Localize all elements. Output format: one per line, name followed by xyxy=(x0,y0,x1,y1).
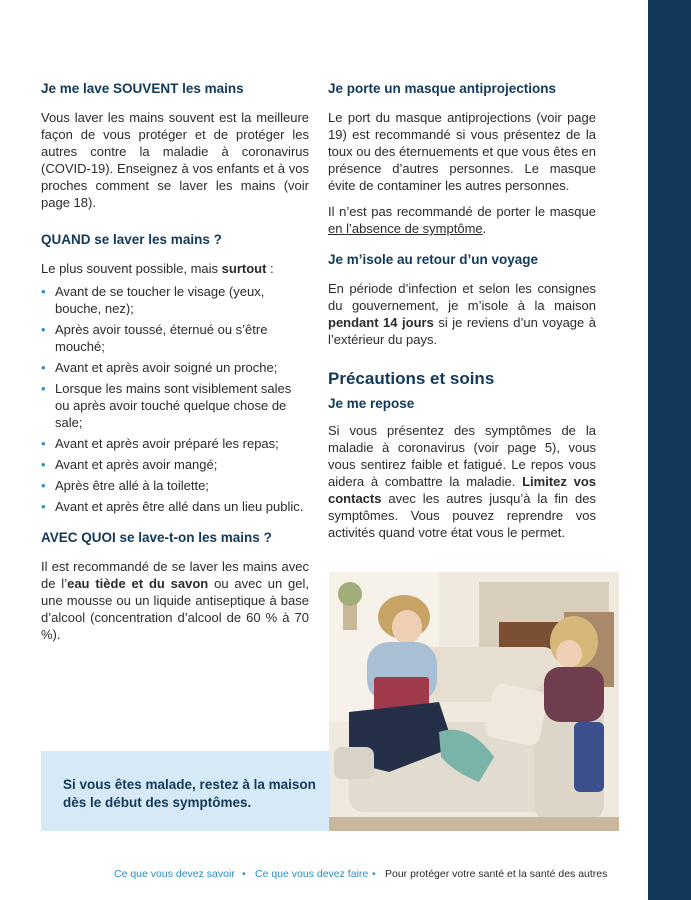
paragraph-mask: Le port du masque antiprojections (voir page 19) est recommandé si vous présentez de la toux ou des éternuements et que vous êtes en présence d’autres personnes. Le masque évite de contaminer les autres personnes. xyxy=(328,110,596,193)
footer-current-section[interactable]: Pour protéger votre santé et la santé des autres xyxy=(385,868,608,880)
underlined-no-symptom: en l’absence de symptôme xyxy=(328,221,483,236)
callout-text: Si vous êtes malade, restez à la maison dès le début des symptômes. xyxy=(63,777,316,810)
left-column xyxy=(41,80,309,652)
emphasis-surtout: surtout xyxy=(221,261,267,276)
paragraph-isolate-travel: En période d’infection et selon les consignes du gouvernement, je m’isole à la maison pendant 14 jours si je reviens d’un voyage à l’extérieur du pays. xyxy=(328,281,596,347)
list-item: • Après être allé à la toilette; xyxy=(41,477,309,494)
paragraph-wash-often: Vous laver les mains souvent est la meilleure façon de vous protéger et de protéger les autres contre la maladie à coronavirus (COVID-19). Enseignez à vos enfants et à vos proches comment se laver les mains (voir page 18). xyxy=(41,110,309,210)
list-item: • Avant et après avoir préparé les repas; xyxy=(41,435,309,452)
photo-mother-child-couch xyxy=(329,572,619,831)
list-item: • Lorsque les mains sont visiblement sales ou après avoir touché quelque chose de sale; xyxy=(41,380,309,431)
paragraph-with-what: Il est recommandé de se laver les mains avec de l’eau tiède et du savon ou avec un gel, une mousse ou un liquide antiseptique à base d’alcool (concentration d’alcool de 60 % à 70 %). xyxy=(41,559,309,642)
heading-isolate-travel: Je m’isole au retour d’un voyage xyxy=(328,252,539,267)
paragraph-mask-no-symptom: Il n’est pas recommandé de porter le masque en l’absence de symptôme. xyxy=(328,204,596,236)
list-item: • Avant de se toucher le visage (yeux, bouche, nez); xyxy=(41,283,309,317)
when-wash-list xyxy=(41,283,309,515)
heading-when-wash: QUAND se laver les mains ? xyxy=(41,232,222,247)
list-item: • Avant et après avoir soigné un proche; xyxy=(41,359,309,376)
list-item: • Avant et après être allé dans un lieu public. xyxy=(41,498,309,515)
page-footer xyxy=(0,866,691,882)
page-side-band xyxy=(648,0,691,900)
heading-rest: Je me repose xyxy=(328,396,415,411)
heading-wash-often: Je me lave SOUVENT les mains xyxy=(41,81,244,96)
page-number: 7 xyxy=(626,868,632,880)
photo-illustration xyxy=(329,572,619,831)
footer-link-know[interactable]: Ce que vous devez savoir xyxy=(114,868,235,880)
footer-separator: • xyxy=(242,868,246,880)
paragraph-when-intro: Le plus souvent possible, mais surtout : xyxy=(41,261,274,276)
footer-separator: • xyxy=(372,868,376,880)
callout-box xyxy=(41,751,329,831)
section-title-precautions: Précautions et soins xyxy=(328,369,495,388)
list-item: • Après avoir toussé, éternué ou s’être mouché; xyxy=(41,321,309,355)
right-column xyxy=(328,80,596,550)
emphasis-soap-water: eau tiède et du savon xyxy=(67,576,209,591)
heading-mask: Je porte un masque antiprojections xyxy=(328,81,557,96)
footer-link-do[interactable]: Ce que vous devez faire xyxy=(255,868,369,880)
list-item: • Avant et après avoir mangé; xyxy=(41,456,309,473)
heading-with-what: AVEC QUOI se lave-t-on les mains ? xyxy=(41,530,272,545)
paragraph-rest: Si vous présentez des symptômes de la maladie à coronavirus (voir page 5), vous vous sentirez faible et fatigué. Le repos vous aidera à combattre la maladie. Limitez vos contacts avec les autres jusqu’à la fin des symptômes. Vous pouvez reprendre vos activités quand votre état vous le permet. xyxy=(328,423,597,540)
emphasis-14-days: pendant 14 jours xyxy=(328,315,434,330)
emphasis-limit-contacts: Limitez vos contacts xyxy=(328,474,597,506)
